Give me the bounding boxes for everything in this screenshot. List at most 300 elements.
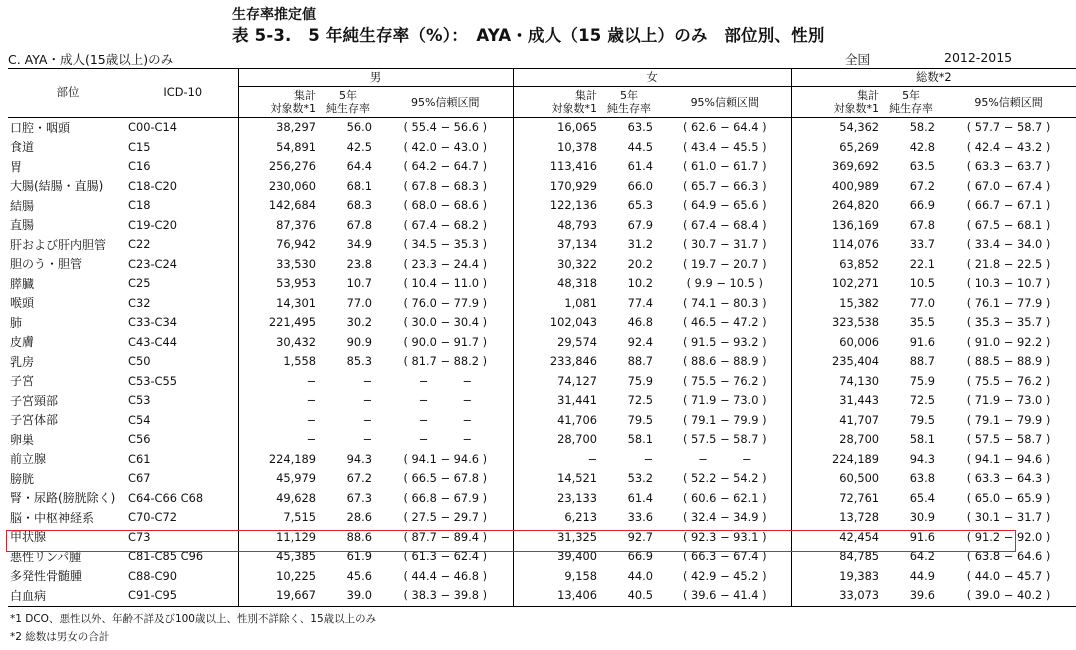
table-row	[8, 313, 1076, 333]
rate-cell: 35.5	[909, 315, 936, 330]
icd-cell: C56	[128, 432, 151, 447]
count-cell: 48,318	[513, 274, 599, 294]
rate-cell: 30.2	[346, 315, 372, 330]
rate-cell: 10.2	[627, 276, 654, 291]
col-male: 男	[238, 69, 513, 87]
count-cell: 102,271	[791, 274, 881, 294]
col-site: 部位	[8, 69, 128, 118]
icd-cell: C23-C24	[128, 256, 178, 271]
site-cell: 甲状腺	[10, 530, 47, 545]
rate-cell: 75.9	[909, 373, 936, 388]
subcol-male-ci: 95%信頼区間	[378, 87, 513, 118]
rate-cell: 61.9	[346, 549, 372, 564]
rate-cell: 92.7	[627, 529, 654, 544]
col-icd: ICD-10	[128, 69, 238, 118]
count-cell: 14,301	[238, 294, 318, 314]
rate-cell: 66.9	[627, 549, 654, 564]
ci-cell: ( 91.0 − 92.2 )	[966, 334, 1051, 349]
count-cell: 16,065	[513, 118, 599, 138]
ci-cell: ( 57.5 − 58.7 )	[966, 432, 1051, 447]
ci-cell: ( 67.4 − 68.4 )	[682, 217, 767, 232]
ci-cell: ( 90.0 − 91.7 )	[403, 334, 488, 349]
ci-cell: ( 57.5 − 58.7 )	[682, 432, 767, 447]
ci-cell: ( 27.5 − 29.7 )	[403, 510, 488, 525]
icd-cell: C67	[128, 471, 151, 486]
rate-cell: 22.1	[909, 256, 936, 271]
count-cell: 113,416	[513, 157, 599, 177]
rate-cell: 90.9	[346, 334, 372, 349]
ci-cell: ( 44.4 − 46.8 )	[403, 568, 488, 583]
ci-cell: ( 75.5 − 76.2 )	[682, 373, 767, 388]
rate-cell: 63.5	[909, 159, 936, 174]
rate-cell: 45.6	[346, 568, 372, 583]
count-cell: 114,076	[791, 235, 881, 255]
site-cell: 前立腺	[10, 452, 47, 467]
ci-cell: ( 43.4 − 45.5 )	[682, 139, 767, 154]
count-cell: 28,700	[513, 430, 599, 450]
icd-cell: C70-C72	[128, 510, 178, 525]
site-cell: 脳・中枢神経系	[10, 510, 95, 525]
site-cell: 白血病	[8, 586, 128, 606]
icd-cell: C54	[128, 412, 151, 427]
ci-cell: ( 62.6 − 64.4 )	[682, 120, 767, 135]
count-cell: 54,362	[791, 118, 881, 138]
ci-cell: ( 9.9 − 10.5 )	[686, 276, 763, 291]
ci-cell: ( 71.9 − 73.0 )	[966, 393, 1051, 408]
highlight-box	[6, 530, 1016, 552]
footnote-1: *1 DCO、悪性以外、年齢不詳及び100歳以上、性別不詳除く、15歳以上のみ	[10, 613, 377, 625]
ci-cell: ( 10.4 − 11.0 )	[403, 276, 488, 291]
site-cell: 肺	[10, 315, 23, 330]
count-cell: 31,325	[513, 528, 599, 548]
ci-cell: ( 87.7 − 89.4 )	[403, 529, 488, 544]
count-cell: 142,684	[238, 196, 318, 216]
rate-cell: 44.5	[627, 139, 654, 154]
ci-cell: ( 76.0 − 77.9 )	[403, 295, 488, 310]
rate-cell: 56.0	[346, 120, 372, 135]
count-cell: 33,530	[238, 255, 318, 275]
site-cell: 胃	[10, 159, 23, 174]
table-row	[8, 567, 1076, 587]
count-cell: 30,322	[513, 255, 599, 275]
ci-cell: ( 76.1 − 77.9 )	[966, 295, 1051, 310]
site-cell: 食道	[10, 140, 35, 155]
icd-cell: C32	[128, 295, 151, 310]
count-cell: 38,297	[238, 118, 318, 138]
ci-cell: ( 88.6 − 88.9 )	[682, 354, 767, 369]
rate-cell: 67.8	[346, 217, 372, 232]
table-row	[8, 586, 1076, 606]
rate-cell: 65.4	[909, 490, 936, 505]
rate-cell: 23.8	[346, 256, 372, 271]
icd-cell: C64-C66 C68	[128, 490, 204, 505]
ci-cell: ( 42.0 − 43.0 )	[403, 139, 488, 154]
rate-cell: 63.5	[627, 120, 654, 135]
count-cell: 7,515	[238, 508, 318, 528]
ci-cell: ( 10.3 − 10.7 )	[966, 276, 1051, 291]
count-cell: 13,728	[791, 508, 881, 528]
ci-cell: − −	[418, 412, 472, 427]
count-cell: 1,558	[238, 352, 318, 372]
ci-cell: ( 66.8 − 67.9 )	[403, 490, 488, 505]
ci-cell: ( 94.1 − 94.6 )	[403, 451, 488, 466]
table-row	[8, 372, 1076, 392]
table-row	[8, 391, 1076, 411]
icd-cell: C53-C55	[128, 373, 178, 388]
rate-cell: 77.4	[627, 295, 654, 310]
icd-cell: C25	[128, 276, 151, 291]
icd-cell: C73	[128, 529, 151, 544]
count-cell: −	[238, 430, 318, 450]
rate-cell: 42.5	[346, 139, 372, 154]
count-cell: 369,692	[791, 157, 881, 177]
rate-cell: 67.2	[909, 178, 936, 193]
count-cell: 23,133	[513, 489, 599, 509]
ci-cell: ( 61.0 − 61.7 )	[682, 159, 767, 174]
icd-cell: C91-C95	[128, 586, 238, 606]
count-cell: −	[238, 391, 318, 411]
site-cell: 皮膚	[10, 335, 35, 350]
count-cell: 323,538	[791, 313, 881, 333]
rate-cell: 64.4	[346, 159, 372, 174]
site-cell: 多発性骨髄腫	[10, 569, 83, 584]
count-cell: 170,929	[513, 177, 599, 197]
period-label: 2012-2015	[944, 50, 1013, 65]
table-row	[8, 508, 1076, 528]
ci-cell: ( 66.3 − 67.4 )	[682, 549, 767, 564]
ci-cell: ( 19.7 − 20.7 )	[682, 256, 767, 271]
ci-cell: ( 81.7 − 88.2 )	[403, 354, 488, 369]
icd-cell: C22	[128, 237, 151, 252]
ci-cell: ( 79.1 − 79.9 )	[966, 412, 1051, 427]
ci-cell: ( 67.0 − 67.4 )	[966, 178, 1051, 193]
rate-cell: 44.9	[909, 568, 936, 583]
table-row	[8, 274, 1076, 294]
count-cell: 122,136	[513, 196, 599, 216]
count-cell: 74,130	[791, 372, 881, 392]
ci-cell: ( 42.9 − 45.2 )	[682, 568, 767, 583]
rate-cell: 79.5	[627, 412, 654, 427]
site-cell: 悪性リンパ腫	[10, 549, 82, 564]
subcol-female-count: 集計 対象数*1	[513, 87, 599, 118]
rate-cell: 46.8	[627, 315, 654, 330]
count-cell: 39,400	[513, 547, 599, 567]
rate-cell: 53.2	[627, 471, 654, 486]
count-cell: 29,574	[513, 333, 599, 353]
rate-cell: 67.9	[627, 217, 654, 232]
count-cell: 60,500	[791, 469, 881, 489]
ci-cell: ( 64.2 − 64.7 )	[403, 159, 488, 174]
rate-cell: 58.1	[909, 432, 936, 447]
ci-cell: ( 67.4 − 68.2 )	[403, 217, 488, 232]
ci-cell: ( 30.7 − 31.7 )	[682, 237, 767, 252]
count-cell: 30,432	[238, 333, 318, 353]
ci-cell: ( 32.4 − 34.9 )	[682, 510, 767, 525]
count-cell: 233,846	[513, 352, 599, 372]
icd-cell: C00-C14	[128, 120, 178, 135]
rate-cell: 66.9	[909, 198, 936, 213]
subcol-male-rate: 5年 純生存率	[318, 87, 378, 118]
count-cell: −	[513, 450, 599, 470]
site-cell: 子宮体部	[10, 413, 59, 428]
ci-cell: ( 92.3 − 93.1 )	[682, 529, 767, 544]
site-cell: 胆のう・胆管	[10, 257, 83, 272]
site-cell: 卵巣	[10, 432, 35, 447]
subcol-total-rate: 5年 純生存率	[881, 87, 941, 118]
table-row	[8, 411, 1076, 431]
ci-cell: ( 39.6 − 41.4 )	[659, 586, 791, 606]
ci-cell: ( 42.4 − 43.2 )	[966, 139, 1051, 154]
rate-cell: 39.0	[318, 586, 378, 606]
rate-cell: 64.2	[909, 549, 936, 564]
icd-cell: C15	[128, 139, 151, 154]
rate-cell: 67.8	[909, 217, 936, 232]
rate-cell: 65.3	[627, 198, 654, 213]
ci-cell: ( 66.7 − 67.1 )	[966, 198, 1051, 213]
table-row	[8, 294, 1076, 314]
count-cell: 264,820	[791, 196, 881, 216]
ci-cell: ( 57.7 − 58.7 )	[966, 120, 1051, 135]
count-cell: 10,225	[238, 567, 318, 587]
table-row	[8, 469, 1076, 489]
subcol-female-rate: 5年 純生存率	[599, 87, 659, 118]
site-cell: 結腸	[10, 198, 35, 213]
rate-cell: 67.3	[346, 490, 372, 505]
count-cell: 230,060	[238, 177, 318, 197]
count-cell: 1,081	[513, 294, 599, 314]
rate-cell: 94.3	[346, 451, 372, 466]
rate-cell: 91.6	[909, 334, 936, 349]
rate-cell: 92.4	[627, 334, 654, 349]
count-cell: 49,628	[238, 489, 318, 509]
ci-cell: ( 65.0 − 65.9 )	[966, 490, 1051, 505]
ci-cell: ( 74.1 − 80.3 )	[682, 295, 767, 310]
ci-cell: − −	[418, 432, 472, 447]
rate-cell: 10.7	[346, 276, 372, 291]
col-total: 総数*2	[791, 69, 1076, 87]
rate-cell: 20.2	[627, 256, 654, 271]
count-cell: 41,707	[791, 411, 881, 431]
rate-cell: 88.7	[627, 354, 654, 369]
table-row	[8, 352, 1076, 372]
icd-cell: C53	[128, 393, 151, 408]
table-row	[8, 177, 1076, 197]
subcol-male-count: 集計 対象数*1	[238, 87, 318, 118]
ci-cell: ( 68.0 − 68.6 )	[403, 198, 488, 213]
ci-cell: ( 67.8 − 68.3 )	[403, 178, 488, 193]
table-row	[8, 196, 1076, 216]
count-cell: 87,376	[238, 216, 318, 236]
ci-cell: ( 65.7 − 66.3 )	[682, 178, 767, 193]
ci-cell: ( 52.2 − 54.2 )	[682, 471, 767, 486]
ci-cell: ( 63.8 − 64.6 )	[966, 549, 1051, 564]
table-row	[8, 138, 1076, 158]
rate-cell: 31.2	[627, 237, 654, 252]
region-label: 全国	[845, 52, 871, 67]
ci-cell: ( 67.5 − 68.1 )	[966, 217, 1051, 232]
rate-cell: 88.7	[909, 354, 936, 369]
count-cell: 13,406	[513, 586, 599, 606]
count-cell: 235,404	[791, 352, 881, 372]
count-cell: 224,189	[238, 450, 318, 470]
ci-cell: ( 23.3 − 24.4 )	[403, 256, 488, 271]
rate-cell: −	[362, 432, 372, 447]
site-cell: 口腔・咽頭	[10, 120, 71, 135]
count-cell: 221,495	[238, 313, 318, 333]
count-cell: 48,793	[513, 216, 599, 236]
icd-cell: C88-C90	[128, 568, 178, 583]
icd-cell: C61	[128, 451, 151, 466]
site-cell: 腎・尿路(膀胱除く)	[10, 491, 116, 506]
rate-cell: 42.8	[909, 139, 936, 154]
ci-cell: ( 34.5 − 35.3 )	[403, 237, 488, 252]
icd-cell: C33-C34	[128, 315, 178, 330]
site-cell: 子宮頸部	[10, 393, 59, 408]
rate-cell: 61.4	[627, 490, 654, 505]
ci-cell: ( 66.5 − 67.8 )	[403, 471, 488, 486]
site-cell: 喉頭	[10, 296, 35, 311]
table-row	[8, 216, 1076, 236]
rate-cell: 77.0	[346, 295, 372, 310]
rate-cell: 58.1	[627, 432, 654, 447]
subcol-total-ci: 95%信頼区間	[941, 87, 1076, 118]
count-cell: 37,134	[513, 235, 599, 255]
count-cell: 65,269	[791, 138, 881, 158]
count-cell: 84,785	[791, 547, 881, 567]
icd-cell: C18-C20	[128, 178, 178, 193]
table-row	[8, 255, 1076, 275]
rate-cell: 66.0	[627, 178, 654, 193]
count-cell: 136,169	[791, 216, 881, 236]
count-cell: 31,441	[513, 391, 599, 411]
count-cell: 41,706	[513, 411, 599, 431]
icd-cell: C19-C20	[128, 217, 178, 232]
table-row	[8, 235, 1076, 255]
rate-cell: −	[362, 393, 372, 408]
subcol-total-count: 集計 対象数*1	[791, 87, 881, 118]
site-cell: 肝および肝内胆管	[10, 237, 107, 252]
icd-cell: C18	[128, 198, 151, 213]
rate-cell: 33.6	[627, 510, 654, 525]
rate-cell: 77.0	[909, 295, 936, 310]
ci-cell: ( 30.1 − 31.7 )	[966, 510, 1051, 525]
rate-cell: 30.9	[909, 510, 936, 525]
table-title: 表 5-3. 5 年純生存率（%）： AYA・成人（15 歳以上）のみ 部位別、性別	[232, 26, 825, 45]
ci-cell: ( 63.3 − 64.3 )	[966, 471, 1051, 486]
ci-cell: ( 44.0 − 45.7 )	[966, 568, 1051, 583]
count-cell: 14,521	[513, 469, 599, 489]
table-row	[8, 450, 1076, 470]
rate-cell: 72.5	[627, 393, 654, 408]
count-cell: 45,979	[238, 469, 318, 489]
subcol-female-ci: 95%信頼区間	[659, 87, 791, 118]
ci-cell: ( 61.3 − 62.4 )	[403, 549, 488, 564]
rate-cell: 44.0	[627, 568, 654, 583]
rate-cell: 28.6	[346, 510, 372, 525]
rate-cell: 85.3	[346, 354, 372, 369]
site-cell: 膵臓	[10, 276, 35, 291]
footnote-2: *2 総数は男女の合計	[10, 631, 110, 643]
rate-cell: 67.2	[346, 471, 372, 486]
rate-cell: −	[362, 412, 372, 427]
table-row	[8, 118, 1076, 138]
count-cell: 28,700	[791, 430, 881, 450]
count-cell: −	[238, 411, 318, 431]
rate-cell: 10.5	[909, 276, 936, 291]
count-cell: 72,761	[791, 489, 881, 509]
ci-cell: ( 91.5 − 93.2 )	[682, 334, 767, 349]
rate-cell: 75.9	[627, 373, 654, 388]
count-cell: 6,213	[513, 508, 599, 528]
icd-cell: C16	[128, 159, 151, 174]
count-cell: 19,383	[791, 567, 881, 587]
rate-cell: 79.5	[909, 412, 936, 427]
count-cell: −	[238, 372, 318, 392]
site-cell: 膀胱	[10, 471, 35, 486]
ci-cell: ( 71.9 − 73.0 )	[682, 393, 767, 408]
ci-cell: ( 35.3 − 35.7 )	[966, 315, 1051, 330]
count-cell: 42,454	[791, 528, 881, 548]
count-cell: 400,989	[791, 177, 881, 197]
site-cell: 直腸	[10, 218, 35, 233]
rate-cell: 94.3	[909, 451, 936, 466]
ci-cell: ( 55.4 − 56.6 )	[403, 120, 488, 135]
icd-cell: C81-C85 C96	[128, 549, 204, 564]
count-cell: 33,073	[791, 586, 881, 606]
subtitle: C. AYA・成人(15歳以上)のみ	[8, 52, 174, 67]
rate-cell: 68.1	[346, 178, 372, 193]
ci-cell: − −	[418, 393, 472, 408]
table-row	[8, 430, 1076, 450]
ci-cell: ( 75.5 − 76.2 )	[966, 373, 1051, 388]
report-label: 生存率推定値	[232, 7, 316, 23]
ci-cell: ( 79.1 − 79.9 )	[682, 412, 767, 427]
rate-cell: 34.9	[346, 237, 372, 252]
count-cell: 45,385	[238, 547, 318, 567]
ci-cell: − −	[698, 451, 752, 466]
count-cell: 19,667	[238, 586, 318, 606]
rate-cell: 33.7	[909, 237, 936, 252]
ci-cell: − −	[418, 373, 472, 388]
count-cell: 102,043	[513, 313, 599, 333]
rate-cell: 61.4	[627, 159, 654, 174]
ci-cell: ( 39.0 − 40.2 )	[941, 586, 1076, 606]
rate-cell: 39.6	[881, 586, 941, 606]
table-row	[8, 157, 1076, 177]
count-cell: 10,378	[513, 138, 599, 158]
ci-cell: ( 30.0 − 30.4 )	[403, 315, 488, 330]
count-cell: 76,942	[238, 235, 318, 255]
rate-cell: 91.6	[909, 529, 936, 544]
rate-cell: 88.6	[346, 529, 372, 544]
ci-cell: ( 94.1 − 94.6 )	[966, 451, 1051, 466]
site-cell: 乳房	[10, 354, 35, 369]
rate-cell: 58.2	[909, 120, 936, 135]
rate-cell: −	[643, 451, 654, 466]
rate-cell: 72.5	[909, 393, 936, 408]
count-cell: 31,443	[791, 391, 881, 411]
survival-table	[8, 68, 1076, 607]
ci-cell: ( 60.6 − 62.1 )	[682, 490, 767, 505]
rate-cell: 63.8	[909, 471, 936, 486]
table-row	[8, 333, 1076, 353]
ci-cell: ( 46.5 − 47.2 )	[682, 315, 767, 330]
site-cell: 大腸(結腸・直腸)	[10, 179, 104, 194]
ci-cell: ( 64.9 − 65.6 )	[682, 198, 767, 213]
count-cell: 15,382	[791, 294, 881, 314]
ci-cell: ( 91.2 − 92.0 )	[966, 529, 1051, 544]
count-cell: 60,006	[791, 333, 881, 353]
